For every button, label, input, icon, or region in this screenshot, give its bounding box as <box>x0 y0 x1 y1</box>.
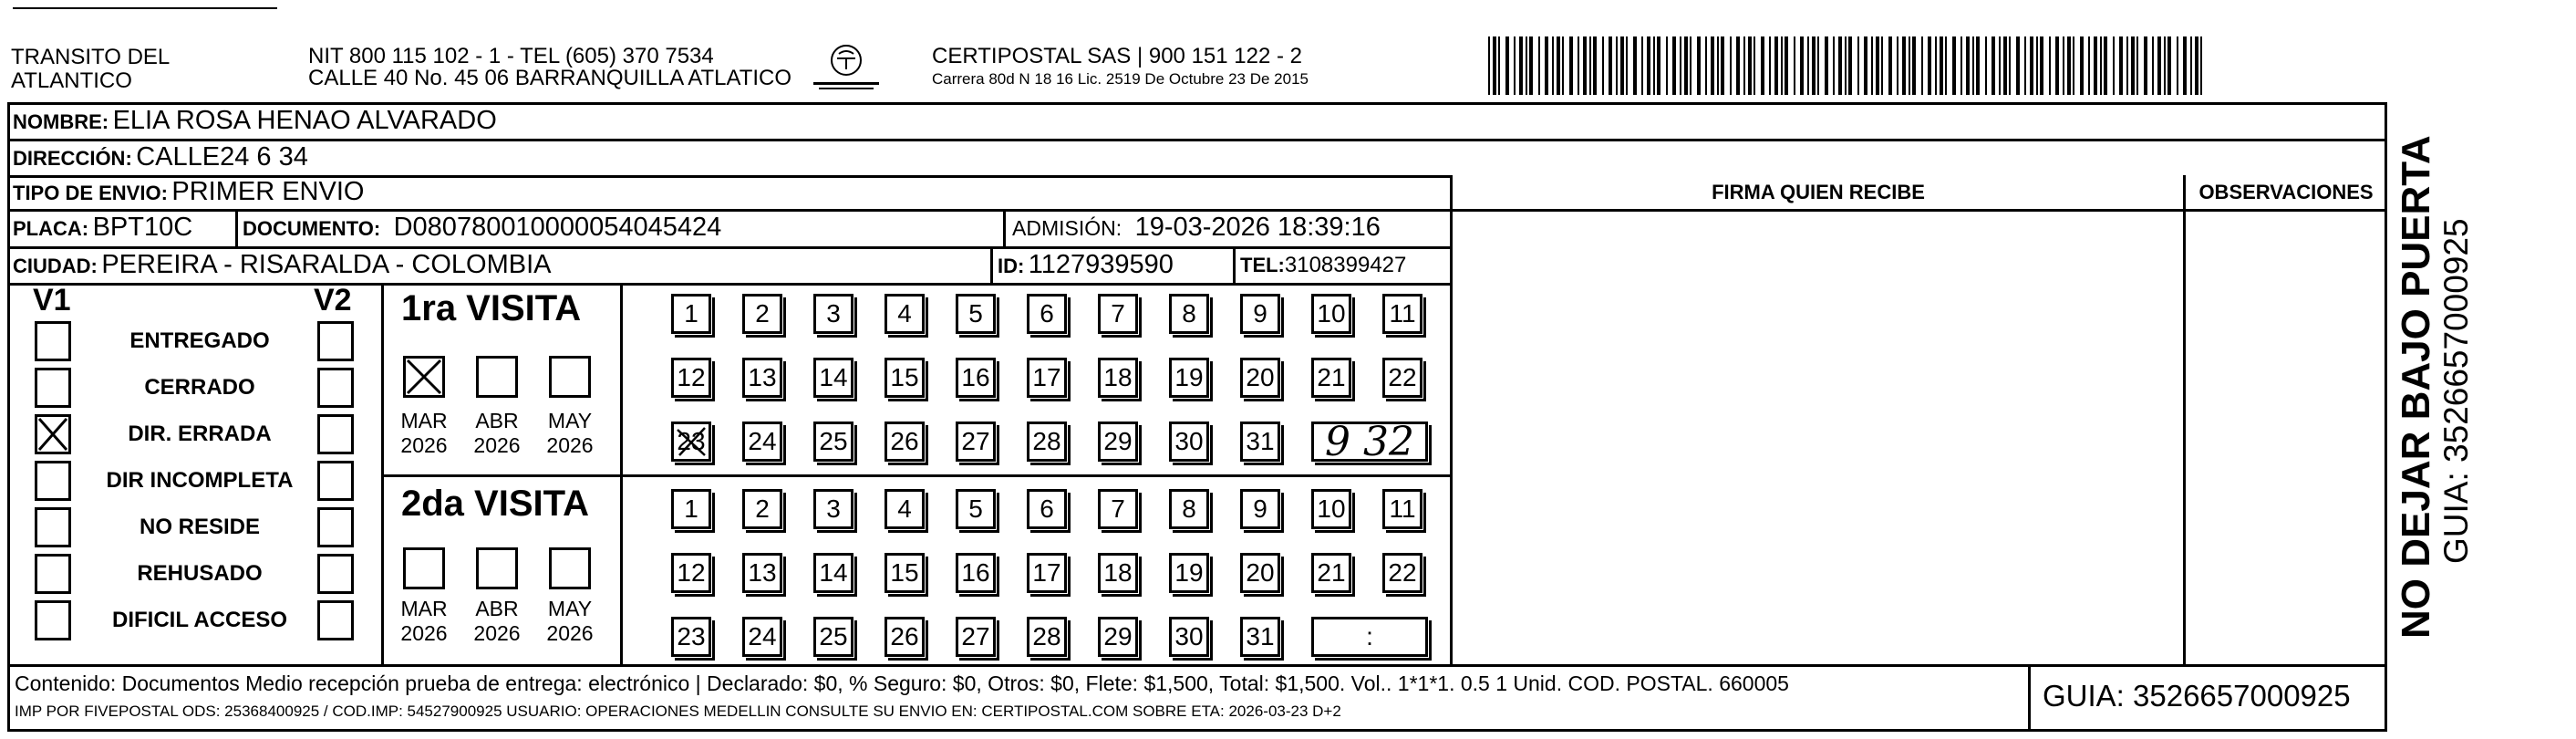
barcode-bar <box>2049 36 2051 95</box>
status-label: DIR INCOMPLETA <box>106 468 294 493</box>
barcode-bar <box>2080 36 2084 95</box>
barcode-bar <box>1774 36 1778 95</box>
month-label <box>460 597 533 646</box>
day-cell: 27 <box>956 617 996 657</box>
v2-label: V2 <box>314 283 352 317</box>
month-year: 2026 <box>546 433 594 457</box>
day-cell: 19 <box>1169 358 1209 398</box>
time-box: 9 32 <box>1311 422 1428 462</box>
documento-label: DOCUMENTO: <box>243 217 381 240</box>
barcode-bar <box>2036 36 2038 95</box>
day-cell: 5 <box>956 294 996 334</box>
barcode-bar <box>1921 36 1923 95</box>
day-cell: 3 <box>813 294 853 334</box>
placa-value: BPT10C <box>92 213 193 242</box>
day-cell: 9 <box>1240 294 1280 334</box>
admision-cell <box>1012 213 1381 243</box>
barcode-bar <box>1817 36 1819 95</box>
day-cell: 3 <box>813 489 853 529</box>
day-cell: 15 <box>885 358 925 398</box>
admision-value: 19-03-2026 18:39:16 <box>1134 213 1381 242</box>
month-year: 2026 <box>400 433 448 457</box>
ciudad-cell <box>13 250 551 280</box>
day-cell: 30 <box>1169 422 1209 462</box>
barcode-bar <box>1736 36 1740 95</box>
id-cell <box>998 250 1174 280</box>
barcode-bar <box>1800 36 1804 95</box>
barcode-bar <box>1785 36 1788 95</box>
barcode-bar <box>1583 36 1587 95</box>
day-cell: 2 <box>742 294 782 334</box>
month-checkbox-checked <box>403 356 445 398</box>
barcode-bar <box>1593 36 1597 95</box>
cell-divider <box>1233 246 1236 283</box>
barcode <box>1488 36 2209 95</box>
barcode-bar <box>1526 36 1527 95</box>
day-cell: 16 <box>956 553 996 593</box>
footer-contenido: Contenido: Documentos Medio recepción prueba de entrega: electrónico | Declarado: $0, % Seguro: $0, Otros: $0, Flete: $1,500, Total: $1,500. Vol.. 1*1*1. 0.5 1 Unid. COD. POSTAL. 660005 <box>15 671 1789 695</box>
tipo-value: PRIMER ENVIO <box>171 177 365 206</box>
second-visit-label: 2da VISITA <box>401 484 589 524</box>
day-cell: 18 <box>1098 553 1138 593</box>
barcode-bar <box>1697 36 1701 95</box>
month-label <box>460 409 533 458</box>
month-name: MAR <box>400 597 448 620</box>
barcode-bar <box>1498 36 1500 95</box>
barcode-bar <box>1781 36 1783 95</box>
barcode-bar <box>2131 36 2135 95</box>
barcode-bar <box>1928 36 1931 95</box>
documento-value: D080780010000054045424 <box>393 213 722 242</box>
day-cell: 25 <box>813 422 853 462</box>
barcode-bar <box>2144 36 2147 95</box>
barcode-bar <box>2136 36 2138 95</box>
barcode-bar <box>1657 36 1660 95</box>
month-checkbox <box>476 356 518 398</box>
month-checkbox <box>549 547 591 589</box>
day-cell: 26 <box>885 617 925 657</box>
day-cell: 14 <box>813 358 853 398</box>
day-cell: 22 <box>1382 358 1422 398</box>
barcode-bar <box>2183 36 2187 95</box>
v1-checkbox <box>35 554 71 594</box>
observations-header: OBSERVACIONES <box>2198 181 2374 203</box>
barcode-bar <box>1488 36 1490 95</box>
barcode-bar <box>1952 36 1956 95</box>
day-cell: 31 <box>1240 617 1280 657</box>
signature-header: FIRMA QUIEN RECIBE <box>1712 181 1925 203</box>
barcode-bar <box>1812 36 1816 95</box>
barcode-bar <box>1999 36 2001 95</box>
cell-divider <box>1003 209 1006 246</box>
barcode-bar <box>1845 36 1847 95</box>
barcode-bar <box>2003 36 2007 95</box>
barcode-bar <box>2167 36 2171 95</box>
day-cell: 1 <box>671 489 711 529</box>
month-year: 2026 <box>400 621 448 645</box>
day-cell: 8 <box>1169 489 1209 529</box>
day-cell: 23 <box>671 617 711 657</box>
v1-checkbox <box>35 321 71 361</box>
day-cell: 8 <box>1169 294 1209 334</box>
barcode-bar <box>1825 36 1828 95</box>
barcode-bar <box>1881 36 1883 95</box>
barcode-bar <box>1876 36 1879 95</box>
status-label: DIR. ERRADA <box>128 422 272 446</box>
barcode-bar <box>1717 36 1719 95</box>
grid-divider <box>381 283 384 664</box>
barcode-bar <box>1902 36 1906 95</box>
v2-checkbox <box>317 507 354 547</box>
barcode-bar <box>1493 36 1496 95</box>
barcode-bar <box>1666 36 1668 95</box>
barcode-bar <box>2009 36 2011 95</box>
barcode-bar <box>2113 36 2115 95</box>
barcode-bar <box>2126 36 2128 95</box>
day-cell: 29 <box>1098 617 1138 657</box>
tel-label: TEL: <box>1240 254 1285 276</box>
placa-label: PLACA: <box>13 217 89 240</box>
barcode-bar <box>1672 36 1676 95</box>
day-cell: 31 <box>1240 422 1280 462</box>
address-line: CALLE 40 No. 45 06 BARRANQUILLA ATLATICO <box>308 66 792 90</box>
day-cell: 12 <box>671 358 711 398</box>
day-cell: 21 <box>1311 553 1351 593</box>
barcode-bar <box>1609 36 1612 95</box>
barcode-bar <box>1616 36 1618 95</box>
barcode-bar <box>1633 36 1637 95</box>
courier-address: Carrera 80d N 18 16 Lic. 2519 De Octubre 23 De 2015 <box>932 70 1309 88</box>
courier-line: CERTIPOSTAL SAS | 900 151 122 - 2 <box>932 44 1302 68</box>
barcode-bar <box>1711 36 1714 95</box>
day-cell: 2 <box>742 489 782 529</box>
barcode-bar <box>2195 36 2198 95</box>
barcode-bar <box>1743 36 1745 95</box>
day-cell: 11 <box>1382 294 1422 334</box>
barcode-bar <box>1653 36 1655 95</box>
day-cell: 16 <box>956 358 996 398</box>
barcode-bar <box>1730 36 1732 95</box>
org-name: TRANSITO DEL ATLANTICO <box>11 45 170 93</box>
day-cell: 24 <box>742 422 782 462</box>
footer-guia: GUIA: 3526657000925 <box>2043 679 2351 713</box>
barcode-bar <box>2067 36 2071 95</box>
barcode-bar <box>1794 36 1795 95</box>
day-cell: 1 <box>671 294 711 334</box>
v2-checkbox <box>317 554 354 594</box>
observations-divider <box>2183 175 2186 664</box>
day-cell: 18 <box>1098 358 1138 398</box>
barcode-bar <box>2152 36 2154 95</box>
v2-checkbox <box>317 414 354 454</box>
grid-divider <box>620 283 623 664</box>
day-cell: 27 <box>956 422 996 462</box>
barcode-bar <box>1966 36 1970 95</box>
month-label <box>533 409 606 458</box>
side-text: NO DEJAR BAJO PUERTA <box>2394 135 2438 639</box>
day-cell: 28 <box>1027 617 1067 657</box>
barcode-bar <box>1684 36 1688 95</box>
status-label: ENTREGADO <box>129 328 270 353</box>
day-cell: 20 <box>1240 358 1280 398</box>
v2-checkbox <box>317 600 354 640</box>
footer-imp: IMP POR FIVEPOSTAL ODS: 25368400925 / COD.IMP: 54527900925 USUARIO: OPERACIONES MEDELLIN CONSULTE SU ENVIO EN: CERTIPOSTAL.COM SOBRE ETA: 2026-03-23 D+2 <box>15 703 1341 720</box>
day-cell: 13 <box>742 553 782 593</box>
direccion-row <box>13 142 308 172</box>
barcode-bar <box>2164 36 2166 95</box>
barcode-bar <box>1985 36 1987 95</box>
barcode-bar <box>1647 36 1650 95</box>
day-cell: 7 <box>1098 489 1138 529</box>
barcode-bar <box>1976 36 1980 95</box>
barcode-bar <box>1848 36 1852 95</box>
top-rule <box>13 7 277 9</box>
tel-cell <box>1240 253 1406 278</box>
day-cell: 14 <box>813 553 853 593</box>
month-checkbox <box>403 547 445 589</box>
certipostal-logo <box>810 42 883 93</box>
day-cell: 6 <box>1027 294 1067 334</box>
barcode-bar <box>1871 36 1873 95</box>
v2-checkbox <box>317 368 354 408</box>
month-name: ABR <box>475 409 519 432</box>
nombre-value: ELIA ROSA HENAO ALVARADO <box>112 106 497 135</box>
barcode-bar <box>1897 36 1898 95</box>
row-rule <box>7 139 2387 141</box>
v1-checkbox-checked <box>35 414 71 454</box>
barcode-bar <box>1857 36 1859 95</box>
barcode-bar <box>1991 36 1995 95</box>
status-label: DIFICIL ACCESO <box>111 608 287 632</box>
barcode-bar <box>2040 36 2043 95</box>
month-year: 2026 <box>546 621 594 645</box>
day-cell: 6 <box>1027 489 1067 529</box>
day-cell: 9 <box>1240 489 1280 529</box>
visit-divider <box>381 474 1450 477</box>
month-name: ABR <box>475 597 519 620</box>
day-cell: 13 <box>742 358 782 398</box>
month-label <box>388 597 460 646</box>
day-cell: 30 <box>1169 617 1209 657</box>
day-cell: 24 <box>742 617 782 657</box>
day-cell: 5 <box>956 489 996 529</box>
month-checkbox <box>476 547 518 589</box>
day-cell: 22 <box>1382 553 1422 593</box>
barcode-bar <box>1748 36 1752 95</box>
day-cell: 12 <box>671 553 711 593</box>
placa-cell <box>13 213 192 243</box>
footer-divider <box>2028 664 2031 732</box>
barcode-bar <box>1721 36 1724 95</box>
barcode-bar <box>1538 36 1540 95</box>
id-value: 1127939590 <box>1028 250 1174 279</box>
day-cell: 28 <box>1027 422 1067 462</box>
barcode-bar <box>1569 36 1573 95</box>
ciudad-label: CIUDAD: <box>13 255 98 277</box>
barcode-bar <box>1754 36 1755 95</box>
v1-label: V1 <box>33 283 71 317</box>
barcode-bar <box>1557 36 1560 95</box>
barcode-bar <box>2063 36 2064 95</box>
barcode-bar <box>1620 36 1624 95</box>
barcode-bar <box>2024 36 2026 95</box>
day-cell: 29 <box>1098 422 1138 462</box>
day-cell: 26 <box>885 422 925 462</box>
month-name: MAY <box>547 409 593 432</box>
v1-checkbox <box>35 461 71 501</box>
barcode-bar <box>1705 36 1707 95</box>
day-cell: 25 <box>813 617 853 657</box>
day-cell: 10 <box>1311 294 1351 334</box>
status-label: NO RESIDE <box>139 515 261 539</box>
barcode-bar <box>1833 36 1835 95</box>
barcode-bar <box>2100 36 2102 95</box>
tel-value: 3108399427 <box>1284 253 1407 277</box>
month-name: MAR <box>400 409 448 432</box>
direccion-label: DIRECCIÓN: <box>13 147 132 170</box>
barcode-bar <box>2104 36 2107 95</box>
month-label <box>533 597 606 646</box>
v2-checkbox <box>317 321 354 361</box>
day-cell: 4 <box>885 294 925 334</box>
barcode-bar <box>1514 36 1516 95</box>
barcode-bar <box>2200 36 2202 95</box>
barcode-bar <box>1945 36 1947 95</box>
barcode-bar <box>1589 36 1591 95</box>
tipo-label: TIPO DE ENVIO: <box>13 182 168 204</box>
barcode-bar <box>2073 36 2074 95</box>
cell-divider <box>235 209 238 246</box>
day-cell: 7 <box>1098 294 1138 334</box>
barcode-bar <box>1807 36 1809 95</box>
month-checkbox <box>549 356 591 398</box>
barcode-bar <box>1940 36 1943 95</box>
barcode-bar <box>1680 36 1681 95</box>
first-visit-label: 1ra VISITA <box>401 288 582 328</box>
barcode-bar <box>2157 36 2161 95</box>
day-cell-marked: 23 <box>671 422 711 462</box>
day-cell: 10 <box>1311 489 1351 529</box>
id-label: ID: <box>998 255 1025 277</box>
v1-checkbox <box>35 507 71 547</box>
row-rule <box>7 246 1453 249</box>
status-label: CERRADO <box>144 375 255 400</box>
barcode-bar <box>1972 36 1974 95</box>
barcode-bar <box>1888 36 1892 95</box>
day-cell: 15 <box>885 553 925 593</box>
barcode-bar <box>2016 36 2020 95</box>
barcode-bar <box>2177 36 2178 95</box>
barcode-bar <box>1838 36 1842 95</box>
day-cell: 21 <box>1311 358 1351 398</box>
ciudad-value: PEREIRA - RISARALDA - COLOMBIA <box>101 250 552 279</box>
barcode-bar <box>1578 36 1579 95</box>
side-guia: GUIA: 3526657000925 <box>2437 218 2475 564</box>
row-rule <box>7 283 1453 286</box>
day-cell: 4 <box>885 489 925 529</box>
barcode-bar <box>2030 36 2033 95</box>
barcode-bar <box>2094 36 2097 95</box>
day-cell: 19 <box>1169 553 1209 593</box>
barcode-bar <box>2088 36 2090 95</box>
barcode-bar <box>1864 36 1867 95</box>
month-year: 2026 <box>473 621 521 645</box>
day-cell: 17 <box>1027 358 1067 398</box>
signature-divider <box>1450 175 1453 664</box>
tipo-row <box>13 177 364 207</box>
barcode-bar <box>1562 36 1564 95</box>
barcode-bar <box>2055 36 2059 95</box>
time-box: : <box>1311 617 1428 657</box>
barcode-bar <box>1626 36 1628 95</box>
day-cell: 11 <box>1382 489 1422 529</box>
month-label <box>388 409 460 458</box>
barcode-bar <box>1769 36 1771 95</box>
day-cell: 20 <box>1240 553 1280 593</box>
barcode-bar <box>1529 36 1533 95</box>
barcode-bar <box>1519 36 1523 95</box>
barcode-bar <box>1909 36 1910 95</box>
nit-line: NIT 800 115 102 - 1 - TEL (605) 370 7534 <box>308 44 714 68</box>
v1-checkbox <box>35 600 71 640</box>
barcode-bar <box>1505 36 1509 95</box>
admision-label: ADMISIÓN: <box>1012 216 1122 240</box>
barcode-bar <box>1545 36 1548 95</box>
documento-cell <box>243 213 721 243</box>
barcode-bar <box>1912 36 1916 95</box>
barcode-bar <box>2119 36 2123 95</box>
day-cell: 17 <box>1027 553 1067 593</box>
month-year: 2026 <box>473 433 521 457</box>
barcode-bar <box>1690 36 1691 95</box>
month-name: MAY <box>547 597 593 620</box>
barcode-bar <box>1641 36 1643 95</box>
barcode-bar <box>1960 36 1962 95</box>
status-label: REHUSADO <box>137 561 263 586</box>
cell-divider <box>990 246 993 283</box>
v2-checkbox <box>317 461 354 501</box>
v1-checkbox <box>35 368 71 408</box>
row-rule <box>7 209 2387 212</box>
barcode-bar <box>1935 36 1937 95</box>
nombre-row <box>13 106 497 136</box>
nombre-label: NOMBRE: <box>13 110 109 133</box>
barcode-bar <box>1552 36 1554 95</box>
barcode-bar <box>1761 36 1764 95</box>
barcode-bar <box>2190 36 2192 95</box>
direccion-value: CALLE24 6 34 <box>136 142 308 172</box>
barcode-bar <box>1602 36 1604 95</box>
